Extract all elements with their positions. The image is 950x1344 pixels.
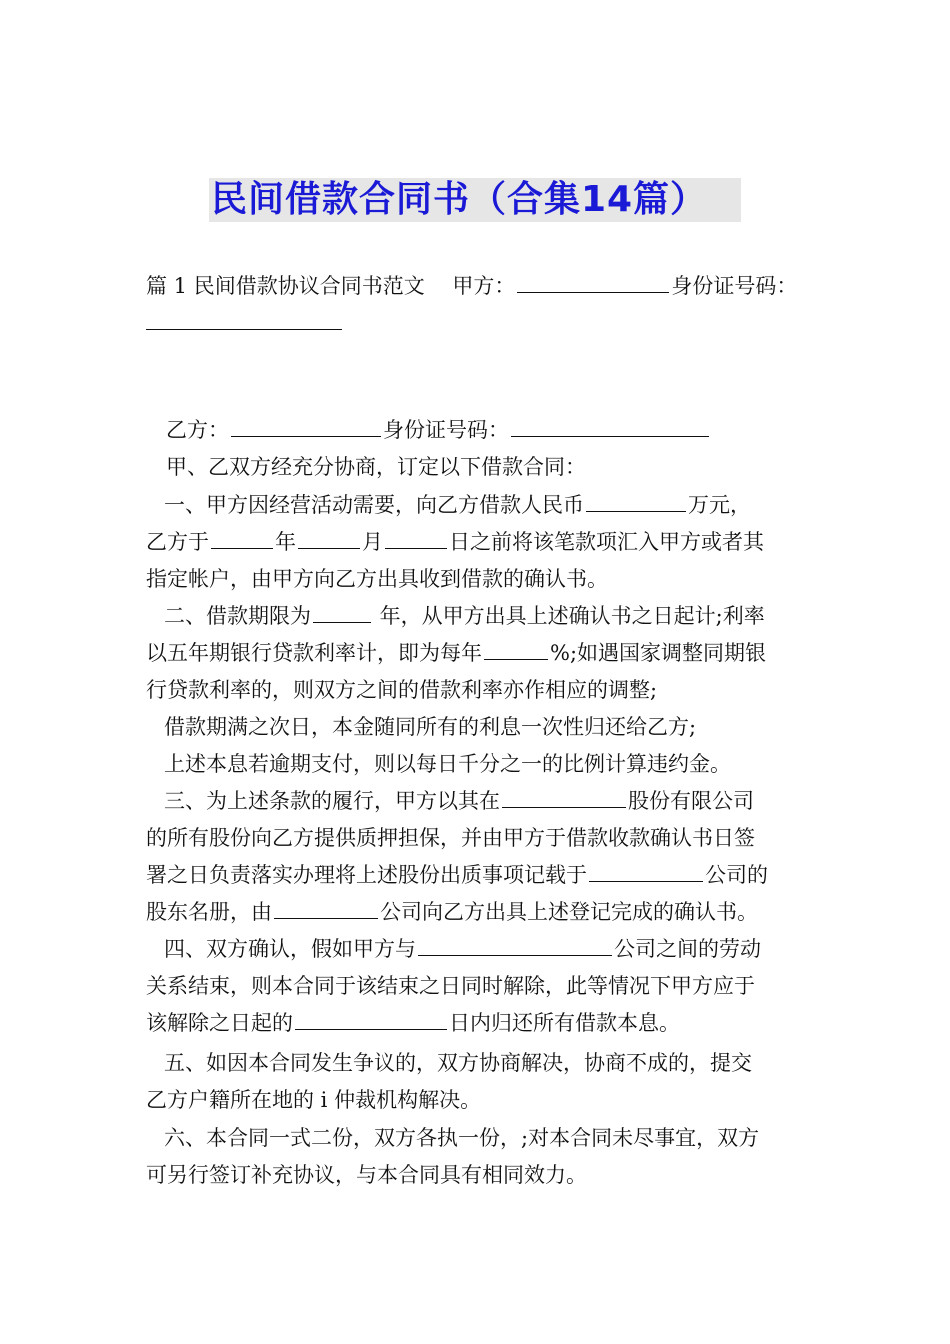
company-blank-1	[502, 787, 626, 808]
clause-1-line-2	[146, 524, 808, 561]
clause-2	[146, 598, 808, 783]
intro-text-a: 篇 1 民间借款协议合同书范文 甲方：	[146, 274, 516, 298]
loan-term-blank	[313, 602, 371, 623]
clause-6-text-a: 六、本合同一式二份，双方各执一份，;对本合同未尽事宜，双方	[164, 1126, 760, 1150]
party-b-id-label: 身份证号码：	[383, 418, 509, 442]
preamble-text: 甲、乙双方经充分协商，订定以下借款合同：	[166, 455, 586, 479]
clause-1-text-f: 日之前将该笔款项汇入甲方或者其	[449, 530, 764, 554]
intro-paragraph	[146, 268, 808, 342]
clause-1-text-e: 月	[362, 530, 383, 554]
company-blank-3	[274, 898, 378, 919]
party-b-label: 乙方：	[166, 418, 229, 442]
clause-5-text-a: 五、如因本合同发生争议的，双方协商解决，协商不成的，提交	[164, 1051, 752, 1075]
title-wrap	[0, 178, 950, 222]
clause-2-line-2	[146, 635, 808, 672]
clause-1-text-c: 乙方于	[146, 530, 209, 554]
interest-rate-blank	[484, 639, 548, 660]
day-blank	[385, 528, 447, 549]
clause-4-line-1	[146, 931, 808, 968]
clause-3-line-4	[146, 894, 808, 931]
company-blank-4	[418, 935, 612, 956]
clause-4-text-a: 四、双方确认，假如甲方与	[164, 937, 416, 961]
clause-3	[146, 783, 808, 931]
clause-2-text-a: 二、借款期限为	[164, 604, 311, 628]
clause-2-line-1	[146, 598, 808, 635]
clause-4-text-c: 关系结束，则本合同于该结束之日同时解除，此等情况下甲方应于	[146, 974, 755, 998]
clause-4-text-d: 该解除之日起的	[146, 1011, 293, 1035]
clause-3-text-c: 的所有股份向乙方提供质押担保，并由甲方于借款收款确认书日签	[146, 826, 755, 850]
clause-3-text-a: 三、为上述条款的履行，甲方以其在	[164, 789, 500, 813]
clause-6	[146, 1120, 808, 1194]
year-blank	[211, 528, 273, 549]
clause-3-text-b: 股份有限公司	[628, 789, 754, 813]
clause-3-line-1	[146, 783, 808, 820]
company-blank-2	[589, 861, 703, 882]
clause-1-text-g: 指定帐户，由甲方向乙方出具收到借款的确认书。	[146, 567, 608, 591]
clause-3-text-f: 股东名册，由	[146, 900, 272, 924]
clause-1	[146, 487, 808, 598]
clause-6-line-1	[146, 1120, 808, 1157]
clause-4-text-b: 公司之间的劳动	[614, 937, 761, 961]
party-b-paragraph	[146, 412, 808, 486]
clause-5-line-2	[146, 1082, 808, 1119]
clause-3-text-e: 公司的	[705, 863, 768, 887]
party-b-id-blank	[511, 416, 709, 437]
repay-line	[146, 709, 808, 746]
preamble-line	[146, 449, 808, 486]
clause-2-text-c: 以五年期银行贷款利率计，即为每年	[146, 641, 482, 665]
clause-1-line-3	[146, 561, 808, 598]
clause-1-text-b: 万元，	[688, 493, 751, 517]
clause-6-line-2	[146, 1157, 808, 1194]
clause-5-text-b: 乙方户籍所在地的 i 仲裁机构解决。	[146, 1088, 482, 1112]
clause-5-line-1	[146, 1045, 808, 1082]
intro-text-b: 身份证号码：	[671, 274, 798, 298]
clause-1-text-d: 年	[275, 530, 296, 554]
clause-2-text-e: 行贷款利率的，则双方之间的借款利率亦作相应的调整;	[146, 678, 658, 702]
clause-2-text-d: %;如遇国家调整同期银	[550, 641, 767, 665]
clause-3-text-d: 署之日负责落实办理将上述股份出质事项记载于	[146, 863, 587, 887]
clause-3-line-2	[146, 820, 808, 857]
clause-1-line-1	[146, 487, 808, 524]
party-a-name-blank	[517, 272, 669, 293]
party-a-id-blank	[146, 309, 342, 330]
clause-2-text-b: 年，从甲方出具上述确认书之日起计;利率	[373, 604, 765, 628]
intro-line-1	[146, 268, 808, 305]
clause-4-line-2	[146, 968, 808, 1005]
month-blank	[298, 528, 360, 549]
clause-3-text-g: 公司向乙方出具上述登记完成的确认书。	[380, 900, 758, 924]
clause-4-line-3	[146, 1005, 808, 1042]
clause-6-text-b: 可另行签订补充协议，与本合同具有相同效力。	[146, 1163, 587, 1187]
clause-3-line-3	[146, 857, 808, 894]
clause-5	[146, 1045, 808, 1119]
party-b-name-blank	[231, 416, 381, 437]
clause-2-line-3	[146, 672, 808, 709]
intro-line-2	[146, 305, 808, 342]
loan-amount-blank	[586, 491, 686, 512]
clause-1-text-a: 一、甲方因经营活动需要，向乙方借款人民币	[164, 493, 584, 517]
party-b-line	[146, 412, 808, 449]
penalty-line	[146, 746, 808, 783]
repay-text: 借款期满之次日，本金随同所有的利息一次性归还给乙方;	[164, 715, 697, 739]
clause-4	[146, 931, 808, 1042]
clause-4-text-e: 日内归还所有借款本息。	[449, 1011, 680, 1035]
penalty-text: 上述本息若逾期支付，则以每日千分之一的比例计算违约金。	[164, 752, 731, 776]
document-title: 民间借款合同书（合集14篇）	[209, 178, 741, 222]
days-blank	[295, 1009, 447, 1030]
